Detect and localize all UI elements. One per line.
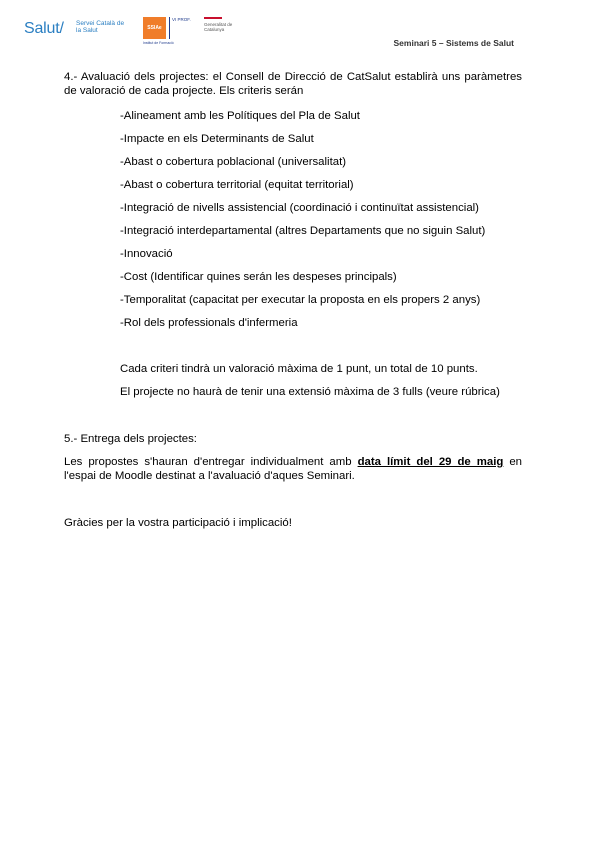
criterion-item: -Integració interdepartamental (altres Departaments que no siguin Salut) xyxy=(120,225,486,237)
criterion-item: -Cost (Identificar quines serán les despeses principals) xyxy=(120,271,397,283)
generalitat-logo-text: Generalitat de Catalunya xyxy=(204,22,233,32)
page-header xyxy=(0,0,600,60)
section5-text-after: en l'espai de Moodle destinat a l'avaluació d'aques Seminari. xyxy=(64,456,522,482)
salut-logo-subtitle: Servei Català de la Salut xyxy=(76,20,125,34)
logo-mid-text: VI PROF. xyxy=(172,17,191,22)
logo-small-caption: Institut de Formació xyxy=(143,41,174,45)
criterion-item: -Innovació xyxy=(120,248,173,260)
institution-logo-mid xyxy=(169,17,192,39)
section5-title: 5.- Entrega dels projectes: xyxy=(64,433,197,445)
criterion-item: -Integració de nivells assistencial (coordinació i continuïtat assistencial) xyxy=(120,202,479,214)
deadline: data límit del 29 de maig xyxy=(357,456,504,468)
length-note: El projecte no haurà de tenir una extensió màxima de 3 fulls (veure rúbrica) xyxy=(120,386,500,398)
closing-text: Gràcies per la vostra participació i implicació! xyxy=(64,517,292,529)
section5-text-before: Les propostes s'hauran d'entregar individualment amb xyxy=(64,456,358,468)
institution-logo-orange: SSIAe xyxy=(143,17,166,39)
generalitat-logo xyxy=(204,17,242,37)
salut-logo: Salut/ xyxy=(24,20,64,37)
section4-intro: 4.- Avaluació dels projectes: el Consell de Direcció de CatSalut establirà uns paràmetres de valoració de cada projecte. Els criteris serán xyxy=(64,71,522,97)
criterion-item: -Alineament amb les Polítiques del Pla de Salut xyxy=(120,110,360,122)
scoring-note: Cada criteri tindrà un valoració màxima de 1 punt, un total de 10 punts. xyxy=(120,363,478,375)
seminar-title: Seminari 5 – Sistems de Salut xyxy=(393,38,514,48)
section5-text xyxy=(64,455,522,483)
criterion-item: -Impacte en els Determinants de Salut xyxy=(120,133,314,145)
criterion-item: -Temporalitat (capacitat per executar la proposta en els propers 2 anys) xyxy=(120,294,481,306)
criterion-item: -Abast o cobertura territorial (equitat territorial) xyxy=(120,179,354,191)
criterion-item: -Abast o cobertura poblacional (universalitat) xyxy=(120,156,347,168)
criterion-item: -Rol dels professionals d'infermeria xyxy=(120,317,298,329)
generalitat-logo-bar xyxy=(204,17,222,19)
